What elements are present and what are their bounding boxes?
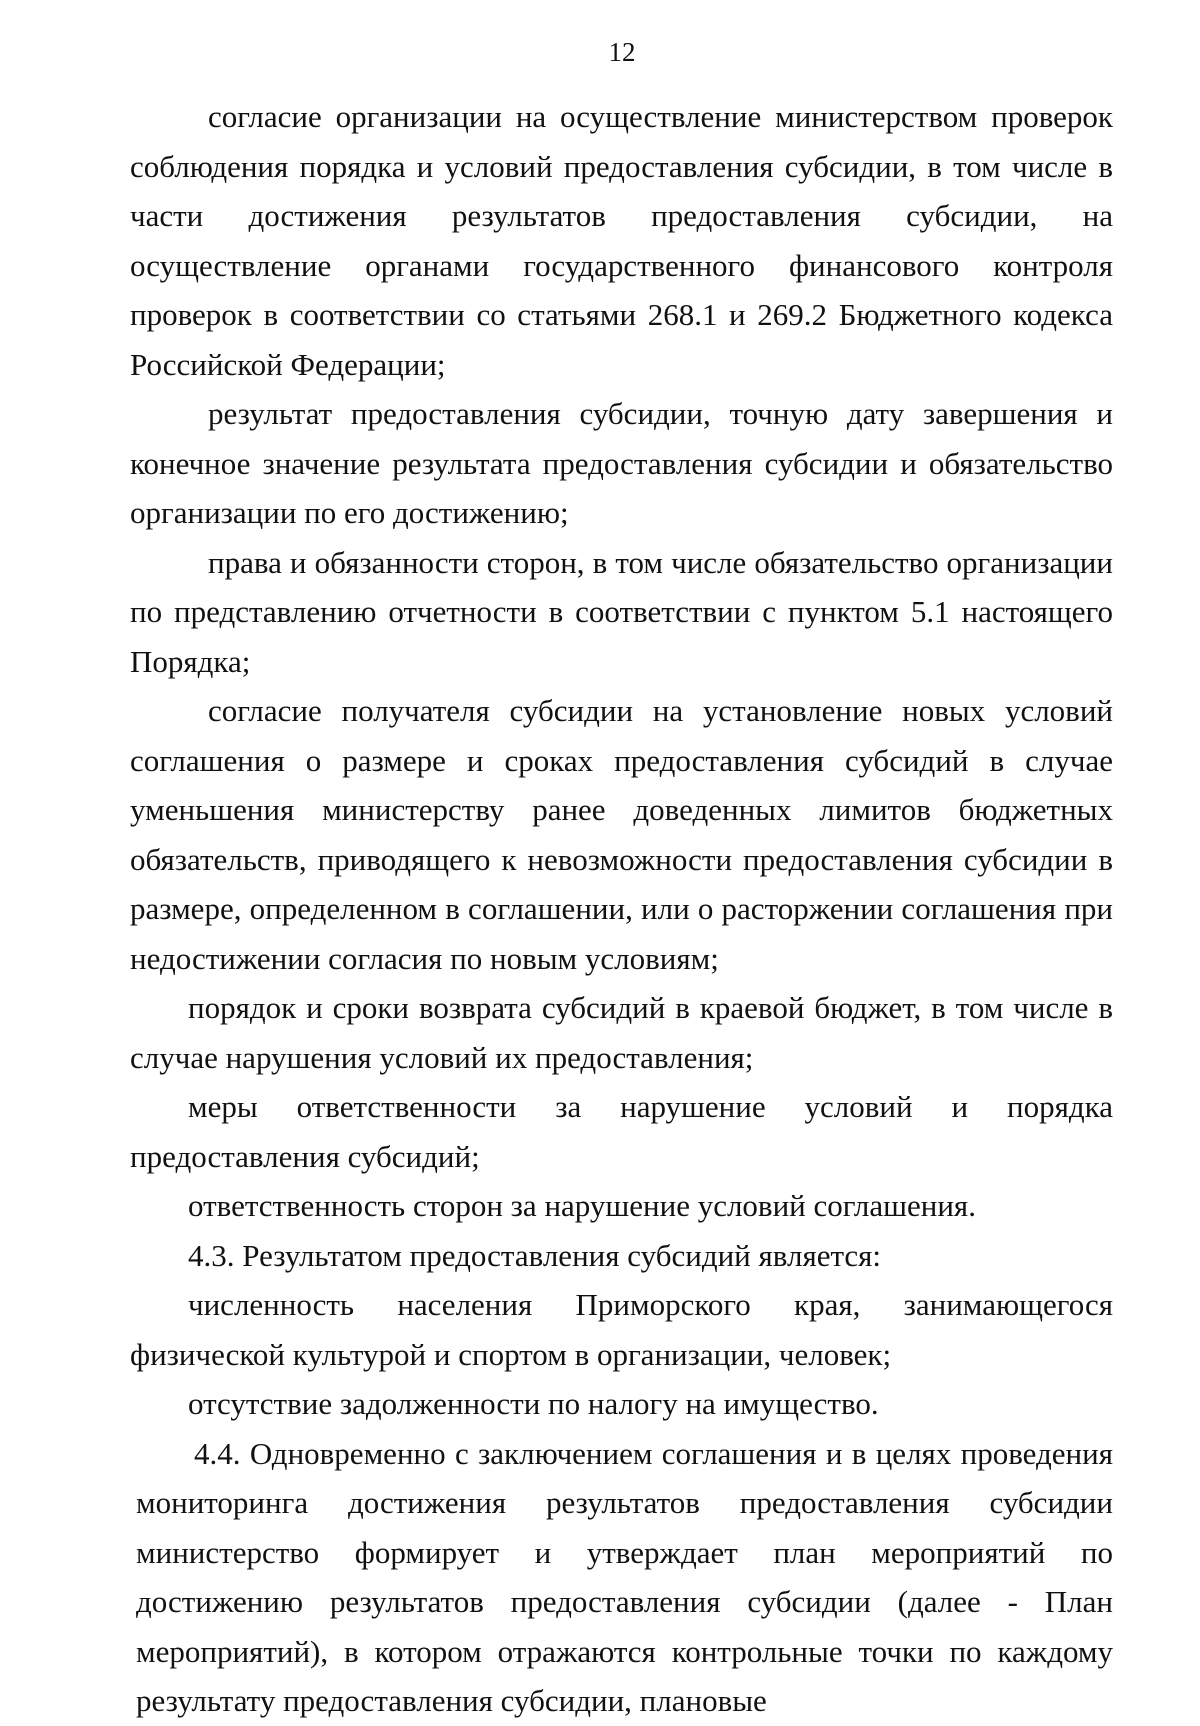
page-number: 12 [608, 37, 636, 67]
paragraph: 4.3. Результатом предоставления субсидий является: [188, 1237, 882, 1273]
paragraph: права и обязанности сторон, в том числе обязательство организации по представлению отчетности в соответствии с пунктом 5.1 настоящего Порядка; [130, 544, 1113, 679]
paragraph: отсутствие задолженности по налогу на имущество. [188, 1386, 879, 1421]
paragraph: порядок и сроки возврата субсидий в краевой бюджет, в том числе в случае нарушения условий их предоставления; [130, 990, 1113, 1075]
paragraph: 4.4. Одновременно с заключением соглашения и в целях проведения мониторинга достижения результатов предоставления субсидии министерство формирует и утверждает план мероприятий по достижению результатов предоставления субсидии (далее - План мероприятий), в котором отражаются контрольные точки по каждому результату предоставления субсидии, плановые [136, 1435, 1113, 1718]
document-body [130, 92, 1113, 1726]
paragraph: ответственность сторон за нарушение условий соглашения. [188, 1188, 976, 1223]
paragraph: численность населения Приморского края, занимающегося физической культурой и спортом в организации, человек; [130, 1287, 1113, 1372]
paragraph: результат предоставления субсидии, точную дату завершения и конечное значение результата предоставления субсидии и обязательство организации по его достижению; [130, 396, 1113, 530]
paragraph: согласие получателя субсидии на установление новых условий соглашения о размере и сроках предоставления субсидий в случае уменьшения министерству ранее доведенных лимитов бюджетных обязательств, приводящего к невозможности предоставления субсидии в размере, определенном в соглашении, или о расторжении соглашения при недостижении согласия по новым условиям; [130, 693, 1113, 976]
paragraph: меры ответственности за нарушение условий и порядка предоставления субсидий; [130, 1089, 1113, 1174]
paragraph: согласие организации на осуществление министерством проверок соблюдения порядка и условий предоставления субсидии, в том числе в части достижения результатов предоставления субсидии, на осуществление органами государственного финансового контроля проверок в соответствии со статьями 268.1 и 269.2 Бюджетного кодекса Российской Федерации; [130, 99, 1113, 382]
